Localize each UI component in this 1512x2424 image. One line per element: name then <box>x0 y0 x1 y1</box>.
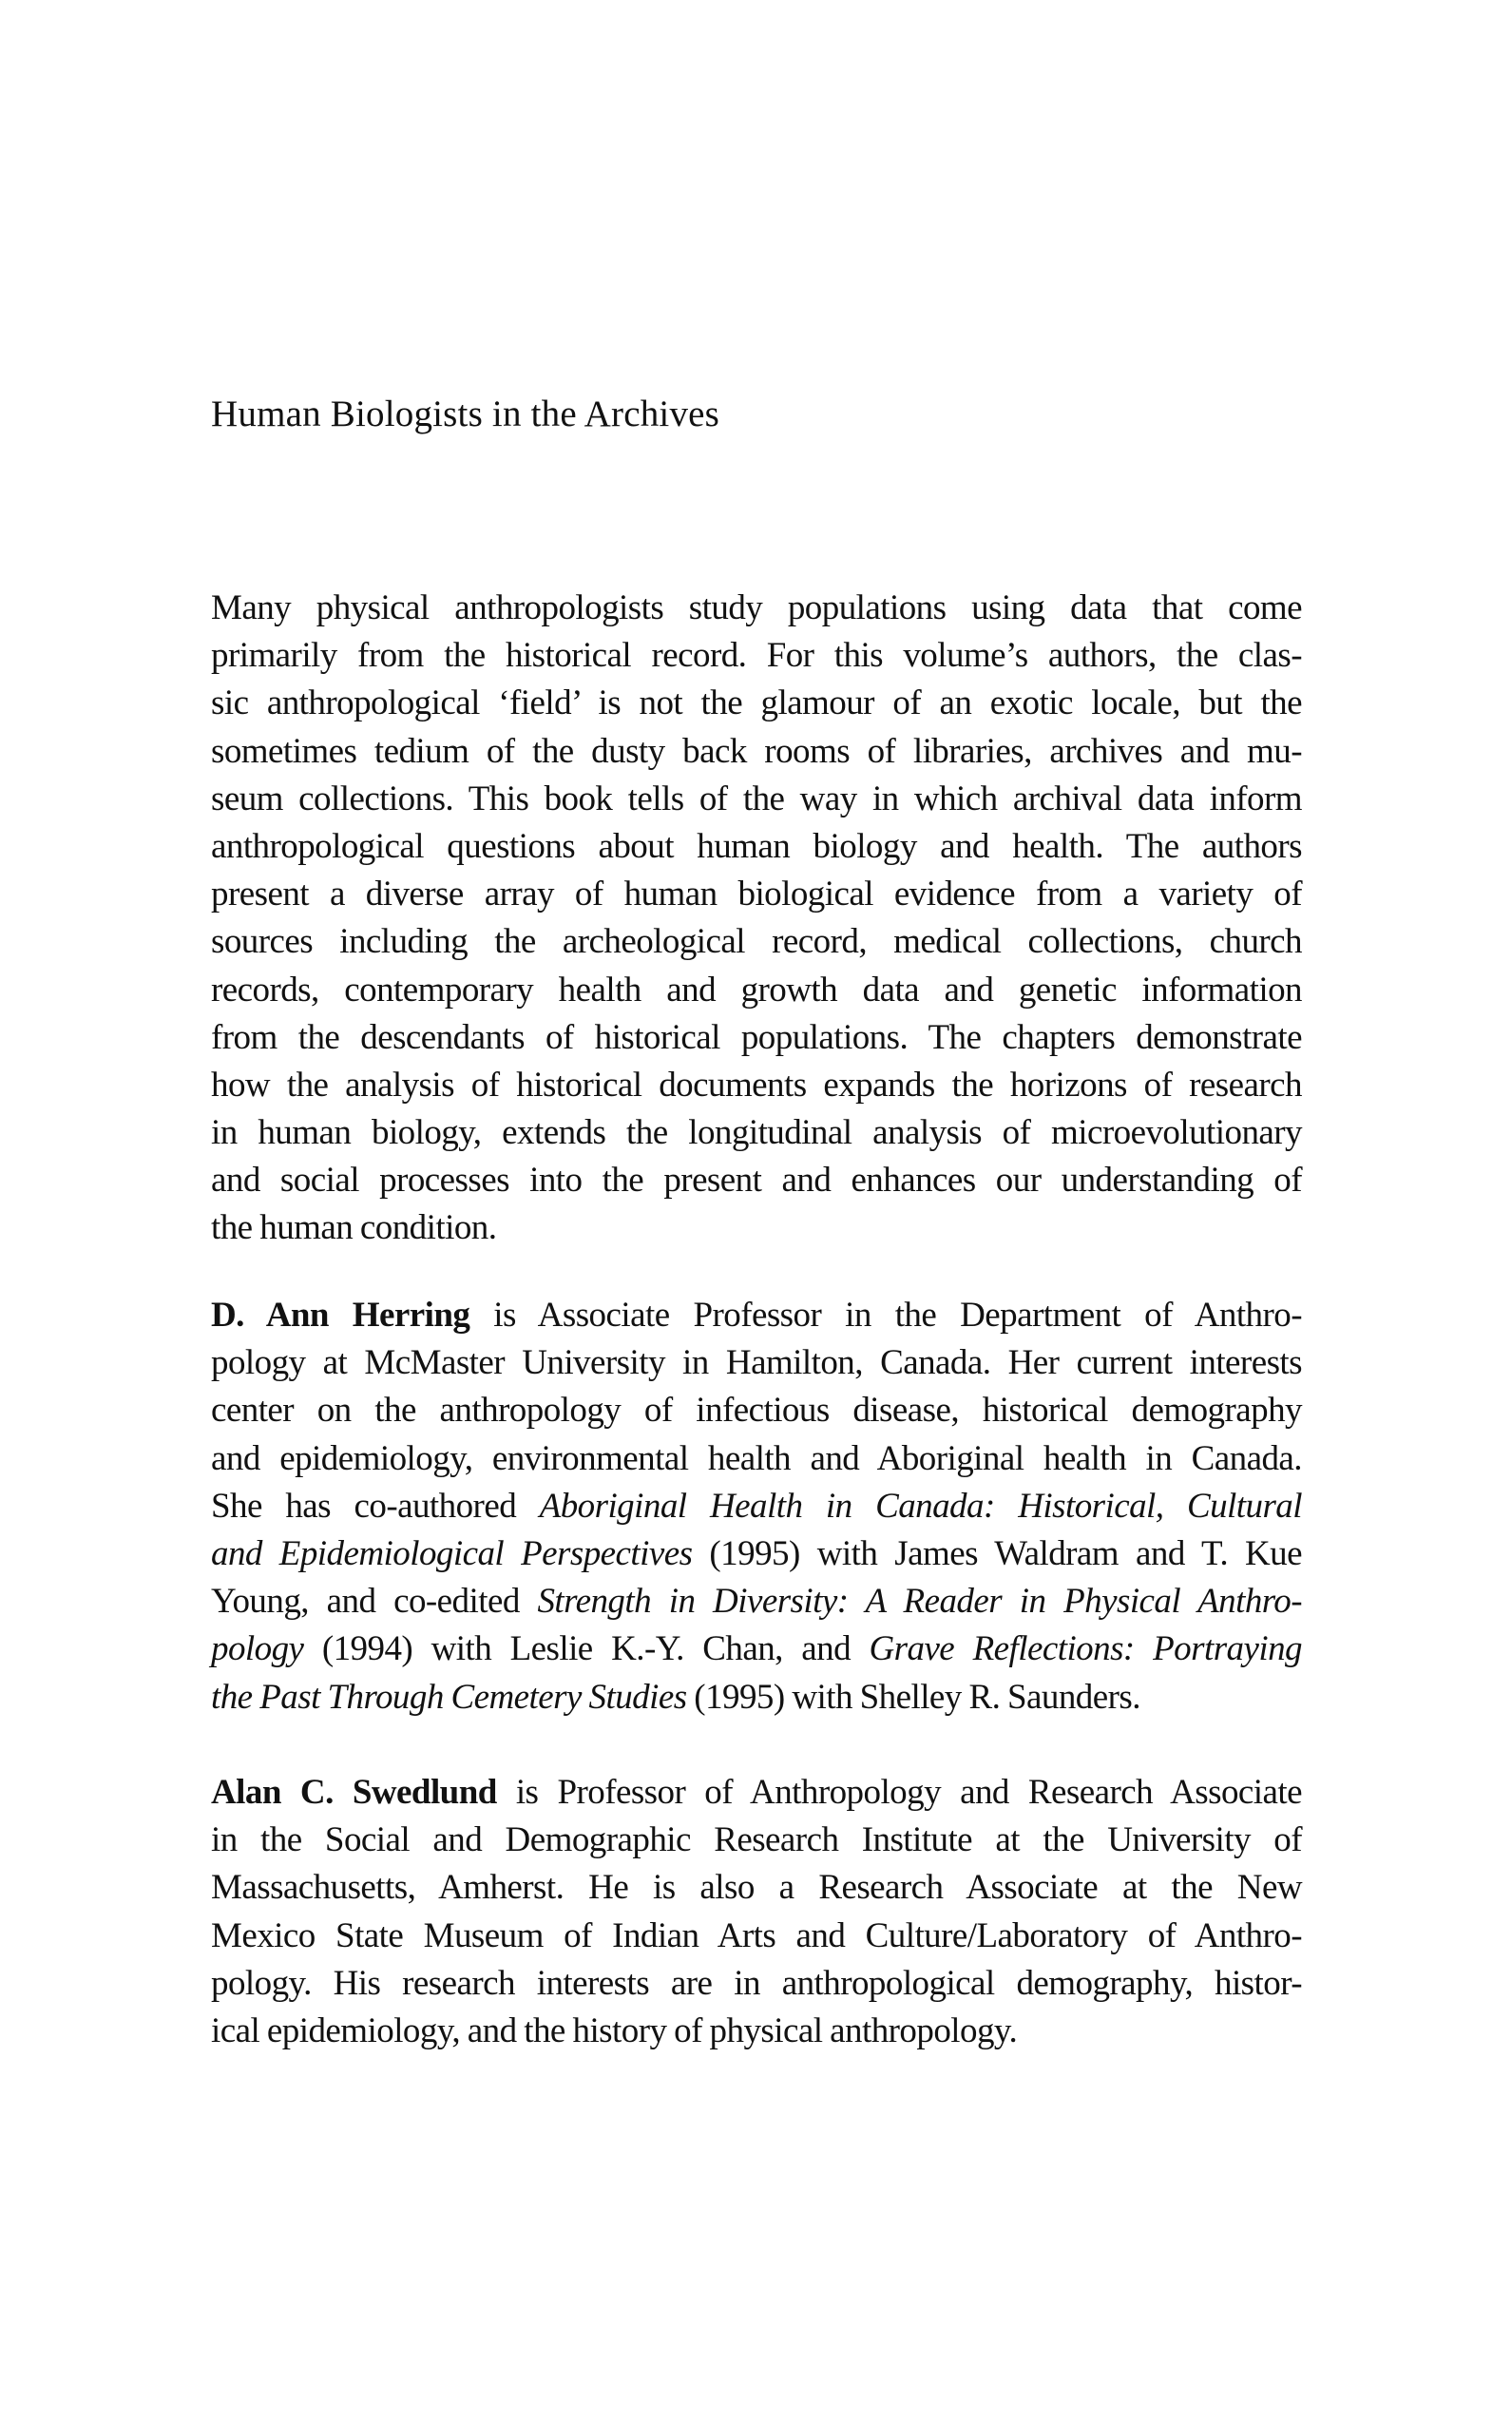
text-line: records, contemporary health and growth data and genetic information <box>211 970 1302 1010</box>
text-line: pology at McMaster University in Hamilton, Canada. Her current interests <box>211 1343 1302 1383</box>
text-line: sometimes tedium of the dusty back rooms of libraries, archives and mu- <box>211 731 1302 771</box>
text-line: and social processes into the present and enhances our understanding of <box>211 1161 1302 1201</box>
book-description <box>211 585 1302 1253</box>
author-name: Alan C. Swedlund <box>211 1773 497 1812</box>
text-line: Young, and co-edited Strength in Diversity: A Reader in Physical Anthro- <box>211 1582 1302 1622</box>
text-line: the human condition. <box>211 1208 497 1248</box>
text-line: in the Social and Demographic Research Institute at the University of <box>211 1820 1302 1860</box>
text-line: present a diverse array of human biological evidence from a variety of <box>211 875 1302 914</box>
text-line: and Epidemiological Perspectives (1995) with James Waldram and T. Kue <box>211 1533 1303 1573</box>
author-bio-swedlund <box>211 1769 1302 2055</box>
text-line: She has co-authored Aboriginal Health in Canada: Historical, Cultural <box>211 1486 1302 1526</box>
text-line: sources including the archeological record, medical collections, church <box>211 922 1302 962</box>
book-citation: the Past Through Cemetery Studies <box>211 1677 687 1717</box>
text-line: how the analysis of historical documents expands the horizons of research <box>211 1065 1302 1105</box>
text-line: Massachusetts, Amherst. He is also a Research Associate at the New <box>211 1868 1302 1908</box>
text-line: the Past Through Cemetery Studies (1995) with Shelley R. Saunders. <box>211 1677 1140 1717</box>
book-citation: pology <box>211 1629 304 1669</box>
text-line: Many physical anthropologists study populations using data that come <box>211 588 1302 627</box>
text-line: from the descendants of historical populations. The chapters demonstrate <box>211 1017 1302 1057</box>
book-title: Human Biologists in the Archives <box>211 394 720 434</box>
author-bio-herring <box>211 1292 1302 1722</box>
book-citation: Grave Reflections: Portraying <box>869 1629 1303 1669</box>
text-line: ical epidemiology, and the history of physical anthropology. <box>211 2010 1018 2050</box>
book-citation: and Epidemiological Perspectives <box>211 1533 693 1573</box>
text-line: Mexico State Museum of Indian Arts and Culture/Laboratory of Anthro- <box>211 1915 1302 1955</box>
text-line: sic anthropological ‘field’ is not the glamour of an exotic locale, but the <box>211 683 1302 723</box>
book-citation: Aboriginal Health in Canada: Historical, Cultural <box>539 1486 1302 1526</box>
text-line: seum collections. This book tells of the way in which archival data inform <box>211 779 1302 818</box>
text-line: center on the anthropology of infectious disease, historical demography <box>211 1391 1302 1431</box>
author-name: D. Ann Herring <box>211 1296 470 1335</box>
text-line: pology. His research interests are in anthropological demography, histor- <box>211 1963 1302 2003</box>
text-line: and epidemiology, environmental health and Aboriginal health in Canada. <box>211 1438 1302 1478</box>
text-line: anthropological questions about human biology and health. The authors <box>211 826 1302 866</box>
book-citation: Strength in Diversity: A Reader in Physical Anthro- <box>537 1582 1302 1622</box>
text-line: primarily from the historical record. For this volume’s authors, the clas- <box>211 636 1302 676</box>
text-line: in human biology, extends the longitudinal analysis of microevolutionary <box>211 1113 1302 1153</box>
text-line: Alan C. Swedlund is Professor of Anthropology and Research Associate <box>211 1773 1302 1812</box>
text-line: pology (1994) with Leslie K.-Y. Chan, and Grave Reflections: Portraying <box>211 1629 1303 1669</box>
text-line: D. Ann Herring is Associate Professor in the Department of Anthro- <box>211 1296 1302 1335</box>
